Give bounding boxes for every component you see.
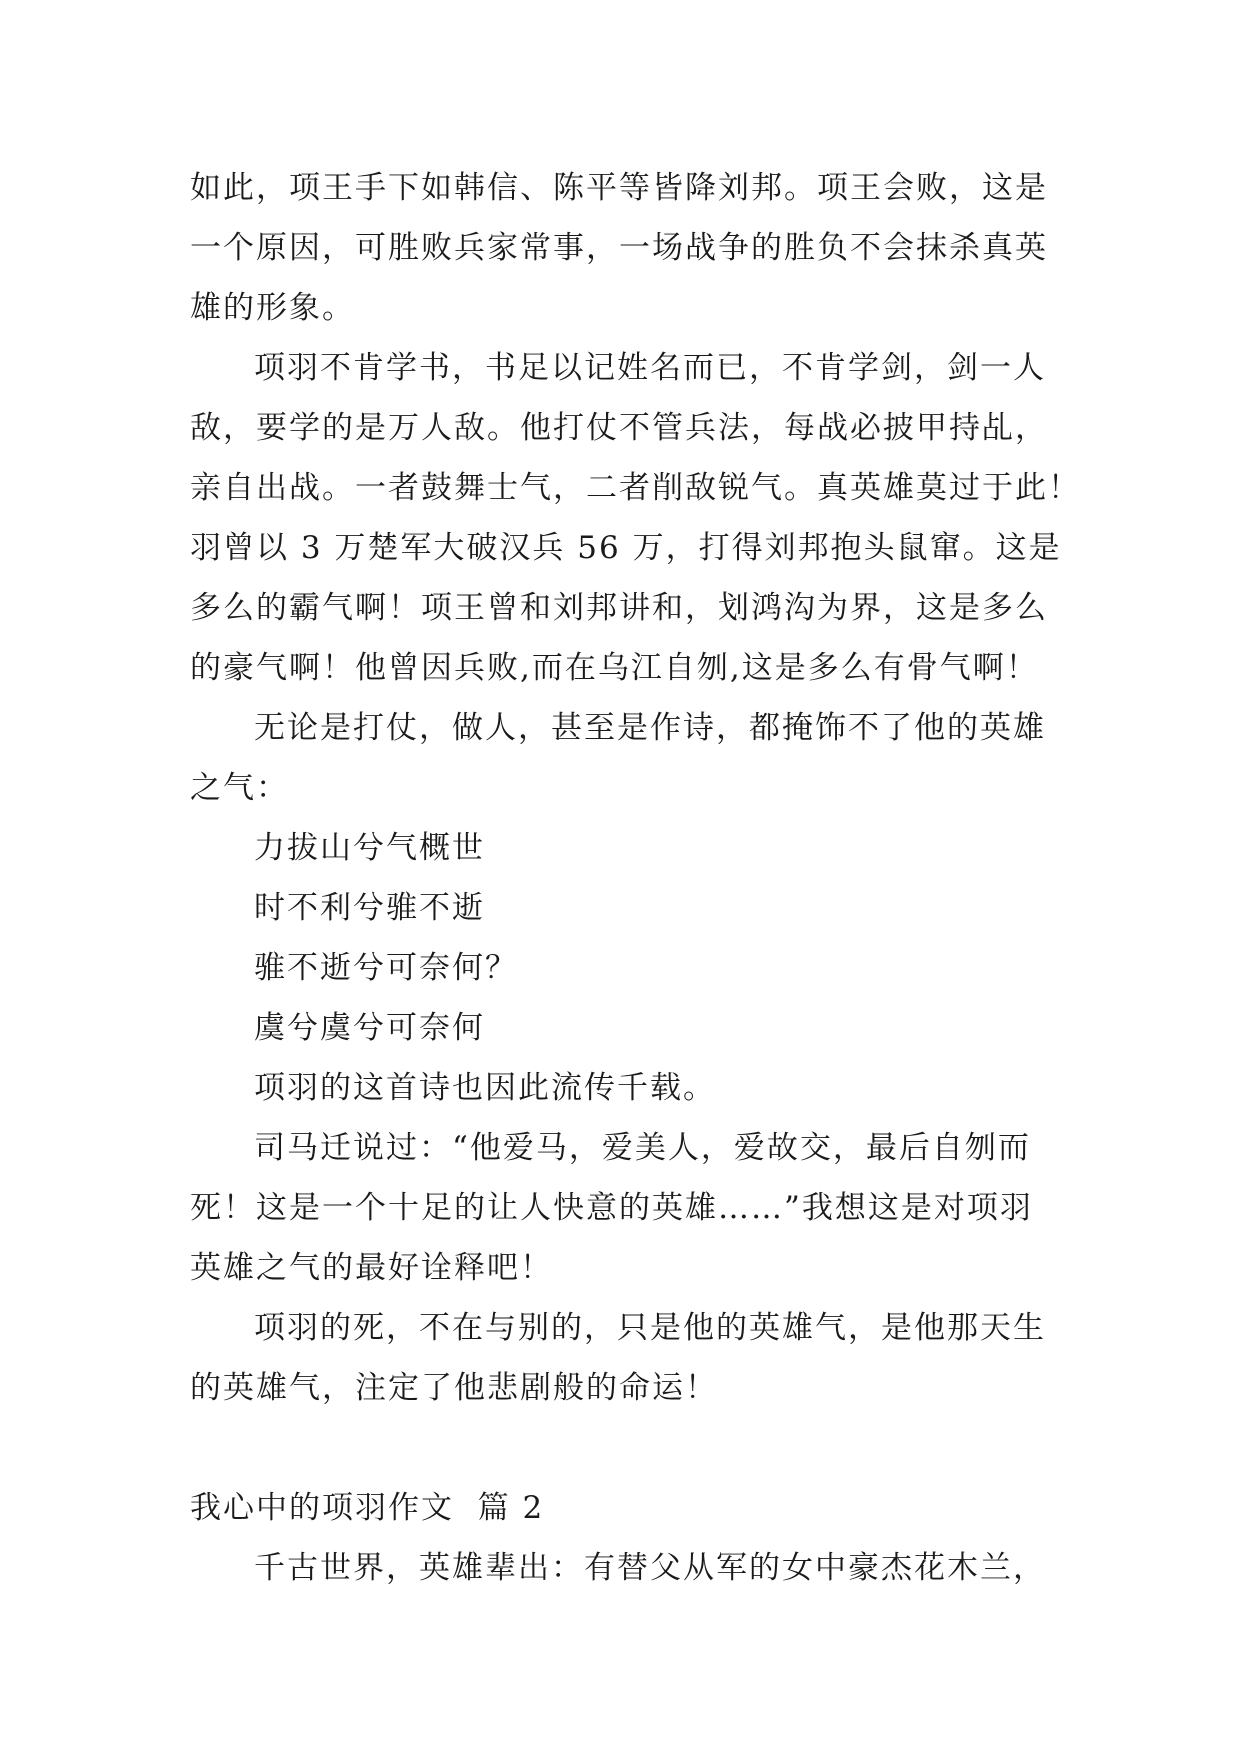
poem-line: 时不利兮骓不逝 bbox=[254, 890, 485, 926]
text-line: 一个原因，可胜败兵家常事，一场战争的胜负不会抹杀真英 bbox=[190, 230, 1048, 266]
text-line: 无论是打仗，做人，甚至是作诗，都掩饰不了他的英雄 bbox=[254, 710, 1046, 746]
text-line: 之气： bbox=[190, 770, 289, 806]
text-line: 亲自出战。一者鼓舞士气，二者削敌锐气。真英雄莫过于此！ bbox=[190, 470, 1081, 506]
text-line: 羽曾以 3 万楚军大破汉兵 56 万，打得刘邦抱头鼠窜。这是 bbox=[190, 530, 1062, 566]
text-line: 的英雄气，注定了他悲剧般的命运！ bbox=[190, 1370, 718, 1406]
poem-line: 力拔山兮气概世 bbox=[254, 830, 485, 866]
text-line: 司马迁说过：“他爱马，爱美人，爱故交，最后自刎而 bbox=[254, 1130, 1031, 1166]
poem-line: 虞兮虞兮可奈何 bbox=[254, 1010, 485, 1046]
text-line: 的豪气啊！他曾因兵败,而在乌江自刎,这是多么有骨气啊！ bbox=[190, 650, 1039, 686]
text-line: 项羽的死，不在与别的，只是他的英雄气，是他那天生 bbox=[254, 1310, 1046, 1346]
section-heading: 我心中的项羽作文 篇 2 bbox=[190, 1490, 545, 1526]
poem-line: 骓不逝兮可奈何？ bbox=[254, 950, 518, 986]
text-line: 千古世界，英雄辈出：有替父从军的女中豪杰花木兰， bbox=[254, 1550, 1046, 1586]
text-line: 死！这是一个十足的让人快意的英雄……”我想这是对项羽 bbox=[190, 1190, 1033, 1226]
text-line: 英雄之气的最好诠释吧！ bbox=[190, 1250, 553, 1286]
text-line: 如此，项王手下如韩信、陈平等皆降刘邦。项王会败，这是 bbox=[190, 170, 1048, 206]
text-line: 雄的形象。 bbox=[190, 290, 355, 326]
section-spacer bbox=[190, 1418, 1050, 1478]
document-body bbox=[190, 158, 1081, 1598]
text-line: 多么的霸气啊！项王曾和刘邦讲和，划鸿沟为界，这是多么 bbox=[190, 590, 1048, 626]
text-line: 项羽不肯学书，书足以记姓名而已，不肯学剑，剑一人 bbox=[254, 350, 1046, 386]
text-line: 项羽的这首诗也因此流传千载。 bbox=[254, 1070, 716, 1106]
text-line: 敌，要学的是万人敌。他打仗不管兵法，每战必披甲持乩， bbox=[190, 410, 1048, 446]
